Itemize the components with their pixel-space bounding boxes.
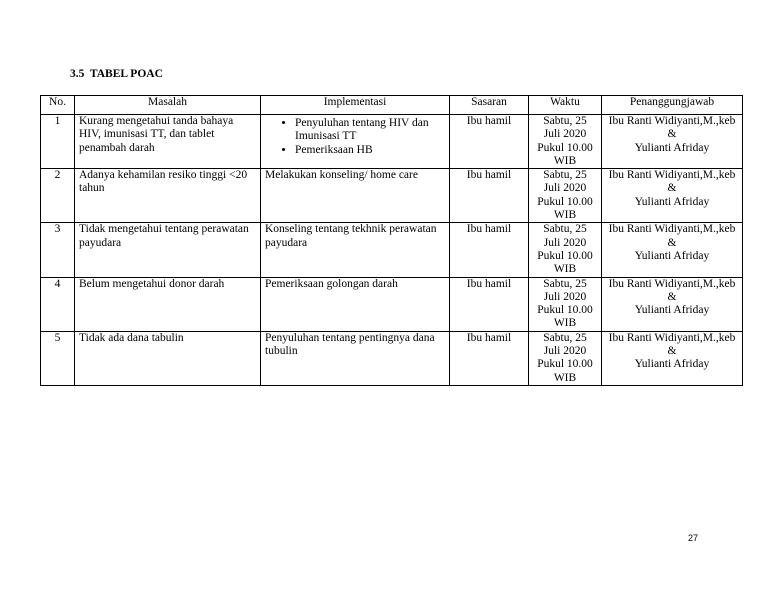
cell-no: 5 (41, 331, 75, 385)
cell-implementasi (261, 115, 450, 169)
pj-line: Ibu Ranti Widiyanti,M.,keb (608, 115, 736, 127)
waktu-line: WIB (553, 209, 577, 222)
pj-line: Yulianti Afriday (634, 249, 710, 262)
cell-sasaran: Ibu hamil (450, 277, 529, 331)
cell-penanggungjawab (602, 169, 743, 223)
waktu-line: Pukul 10.00 (537, 195, 593, 208)
cell-sasaran: Ibu hamil (450, 331, 529, 385)
table-row (41, 115, 743, 169)
cell-waktu (529, 277, 602, 331)
cell-waktu (529, 223, 602, 277)
page-number: 27 (688, 533, 699, 543)
cell-penanggungjawab (602, 277, 743, 331)
list-item: • Penyuluhan tentang HIV dan Imunisasi TT (295, 117, 445, 144)
pj-line: Yulianti Afriday (634, 195, 710, 208)
cell-sasaran: Ibu hamil (450, 115, 529, 169)
waktu-line: WIB (553, 317, 577, 330)
waktu-line: Juli 2020 (543, 128, 587, 141)
table-row (41, 223, 743, 277)
waktu-line: Sabtu, 25 (543, 331, 587, 344)
waktu-line: Juli 2020 (543, 236, 587, 249)
table-row (41, 331, 743, 385)
pj-line: & (667, 290, 677, 303)
header-sasaran: Sasaran (450, 96, 529, 115)
header-no: No. (41, 96, 75, 115)
pj-line: Ibu Ranti Widiyanti,M.,keb (608, 169, 736, 182)
pj-line: & (667, 128, 677, 141)
waktu-line: WIB (553, 154, 577, 167)
cell-masalah: Kurang mengetahui tanda bahaya HIV, imunisasi TT, dan tablet penambah darah (75, 115, 261, 169)
cell-no: 1 (41, 115, 75, 169)
cell-masalah: Adanya kehamilan resiko tinggi <20 tahun (75, 169, 261, 223)
pj-line: & (667, 345, 677, 358)
waktu-line: WIB (553, 263, 577, 276)
pj-line: & (667, 182, 677, 195)
cell-masalah: Tidak ada dana tabulin (75, 331, 261, 385)
cell-implementasi: Pemeriksaan golongan darah (261, 277, 450, 331)
cell-masalah: Belum mengetahui donor darah (75, 277, 261, 331)
waktu-line: Pukul 10.00 (537, 141, 593, 154)
cell-implementasi: Melakukan konseling/ home care (261, 169, 450, 223)
waktu-line: Pukul 10.00 (537, 249, 593, 262)
pj-line: Yulianti Afriday (634, 304, 710, 317)
waktu-line: Juli 2020 (543, 345, 587, 358)
pj-line: Yulianti Afriday (634, 141, 710, 154)
header-masalah: Masalah (75, 96, 261, 115)
cell-no: 2 (41, 169, 75, 223)
cell-sasaran: Ibu hamil (450, 223, 529, 277)
cell-no: 3 (41, 223, 75, 277)
cell-penanggungjawab (602, 115, 743, 169)
cell-implementasi: Konseling tentang tekhnik perawatan payudara (261, 223, 450, 277)
waktu-line: Juli 2020 (543, 290, 587, 303)
table-row (41, 277, 743, 331)
cell-waktu (529, 331, 602, 385)
waktu-line: Pukul 10.00 (537, 304, 593, 317)
section-heading: 3.5 TABEL POAC (70, 68, 163, 80)
waktu-line: Sabtu, 25 (543, 115, 587, 127)
header-penanggungjawab: Penanggungjawab (602, 96, 743, 115)
waktu-line: Sabtu, 25 (543, 169, 587, 182)
poac-table (40, 95, 743, 386)
implementasi-list (265, 117, 445, 157)
cell-waktu (529, 115, 602, 169)
pj-line: & (667, 236, 677, 249)
list-item: • Pemeriksaan HB (295, 144, 445, 157)
pj-line: Ibu Ranti Widiyanti,M.,keb (608, 331, 736, 344)
waktu-line: Sabtu, 25 (543, 223, 587, 236)
cell-masalah: Tidak mengetahui tentang perawatan payudara (75, 223, 261, 277)
cell-implementasi: Penyuluhan tentang pentingnya dana tubulin (261, 331, 450, 385)
waktu-line: Juli 2020 (543, 182, 587, 195)
cell-penanggungjawab (602, 223, 743, 277)
header-waktu: Waktu (529, 96, 602, 115)
table-header-row (41, 96, 743, 115)
cell-waktu (529, 169, 602, 223)
pj-line: Ibu Ranti Widiyanti,M.,keb (608, 277, 736, 290)
header-implementasi: Implementasi (261, 96, 450, 115)
waktu-line: Pukul 10.00 (537, 358, 593, 371)
pj-line: Ibu Ranti Widiyanti,M.,keb (608, 223, 736, 236)
cell-sasaran: Ibu hamil (450, 169, 529, 223)
cell-penanggungjawab (602, 331, 743, 385)
cell-no: 4 (41, 277, 75, 331)
table-row (41, 169, 743, 223)
waktu-line: Sabtu, 25 (543, 277, 587, 290)
pj-line: Yulianti Afriday (634, 358, 710, 371)
waktu-line: WIB (553, 371, 577, 384)
